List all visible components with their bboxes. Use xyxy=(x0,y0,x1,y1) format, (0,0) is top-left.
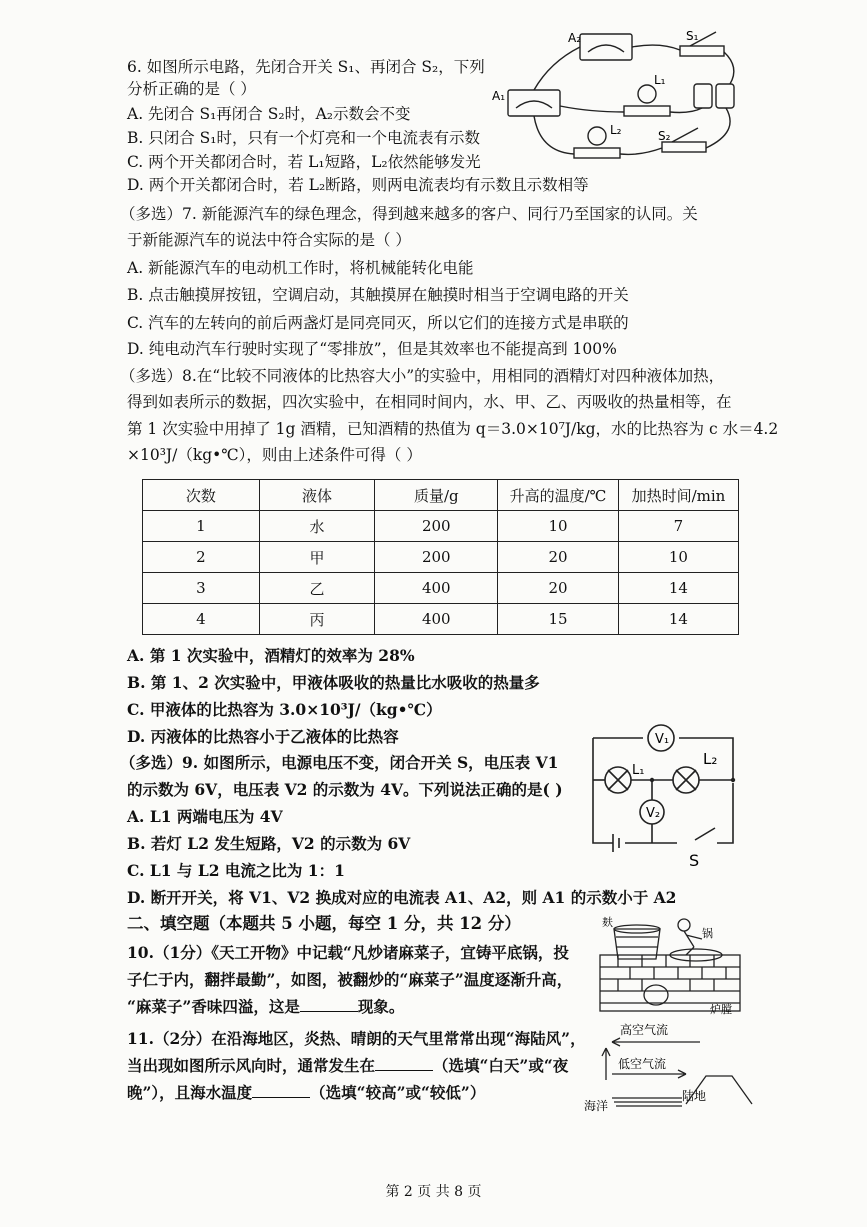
q8-option-d: D. 丙液体的比热容小于乙液体的比热容 xyxy=(127,727,399,746)
table-row xyxy=(143,573,739,604)
q9-stem-line1: （多选）9. 如图所示，电源电压不变，闭合开关 S，电压表 V1 xyxy=(120,753,559,772)
q10-line2: 子仁于内，翻拌最勤”，如图，被翻炒的“麻菜子”温度逐渐升高， xyxy=(127,970,573,989)
q8-stem-line3: 第 1 次实验中用掉了 1g 酒精，已知酒精的热值为 q＝3.0×10⁷J/kg，水的比热容为 c 水＝4.2 xyxy=(127,420,779,438)
q6-option-a: A. 先闭合 S₁再闭合 S₂时，A₂示数会不变 xyxy=(127,105,411,123)
q9-option-b: B. 若灯 L2 发生短路，V2 的示数为 6V xyxy=(127,834,411,853)
q6-fig-label-l1: L₁ xyxy=(654,73,666,87)
q10-line3-text-before: “麻菜子”香味四溢，这是 xyxy=(127,997,300,1016)
q11-line3-text-after: （选填“较高”或“较低”） xyxy=(310,1083,486,1102)
q6-stem-line1: 6. 如图所示电路，先闭合开关 S₁、再闭合 S₂，下列 xyxy=(127,58,485,76)
q11-fig-label-sea: 海洋 xyxy=(584,1099,609,1113)
q6-fig-label-l2: L₂ xyxy=(610,123,622,137)
table-cell: 2 xyxy=(143,542,260,573)
q6-fig-label-s2: S₂ xyxy=(658,129,671,143)
table-cell: 200 xyxy=(375,542,498,573)
q7-option-c: C. 汽车的左转向的前后两盏灯是同亮同灭，所以它们的连接方式是串联的 xyxy=(127,314,629,332)
table-cell: 水 xyxy=(259,511,375,542)
q8-option-a: A. 第 1 次实验中，酒精灯的效率为 28% xyxy=(127,646,415,665)
q7-stem-line1: （多选）7. 新能源汽车的绿色理念，得到越来越多的客户、同行乃至国家的认同。关 xyxy=(120,205,698,223)
q7-stem-line2: 于新能源汽车的说法中符合实际的是（ ） xyxy=(127,231,411,249)
q10-line3-text-after: 现象。 xyxy=(357,997,405,1016)
q8-stem-line2: 得到如表所示的数据，四次实验中，在相同时间内，水、甲、乙、丙吸收的热量相等，在 xyxy=(127,393,732,411)
table-cell: 10 xyxy=(618,542,738,573)
table-cell: 丙 xyxy=(259,604,375,635)
q8-option-b: B. 第 1、2 次实验中，甲液体吸收的热量比水吸收的热量多 xyxy=(127,673,540,692)
table-cell: 14 xyxy=(618,573,738,604)
q7-option-d: D. 纯电动汽车行驶时实现了“零排放”，但是其效率也不能提高到 100% xyxy=(127,340,617,358)
q8-data-table xyxy=(142,479,739,635)
q6-stem-line2: 分析正确的是（ ） xyxy=(127,80,256,98)
table-cell: 200 xyxy=(375,511,498,542)
q11-line3 xyxy=(127,1082,485,1104)
table-header-cell: 加热时间/min xyxy=(618,480,738,511)
q6-option-c: C. 两个开关都闭合时，若 L₁短路，L₂依然能够发光 xyxy=(127,153,481,171)
page-number-footer: 第 2 页 共 8 页 xyxy=(385,1184,482,1200)
q11-line2-text-before: 当出现如图所示风向时，通常发生在 xyxy=(127,1056,376,1075)
table-cell: 20 xyxy=(498,542,619,573)
table-cell: 3 xyxy=(143,573,260,604)
table-cell: 1 xyxy=(143,511,260,542)
q9-option-c: C. L1 与 L2 电流之比为 1：1 xyxy=(127,861,345,880)
q6-circuit-figure xyxy=(490,22,760,167)
table-cell: 400 xyxy=(375,604,498,635)
q8-option-c: C. 甲液体的比热容为 3.0×10³J/（kg•℃） xyxy=(127,700,442,719)
q11-fig-label-high: 高空气流 xyxy=(620,1023,669,1037)
q11-line3-text-before: 晚”），且海水温度 xyxy=(127,1083,253,1102)
q9-fig-label-l1: L₁ xyxy=(632,763,645,778)
table-header-cell: 液体 xyxy=(259,480,375,511)
table-cell: 4 xyxy=(143,604,260,635)
table-cell: 乙 xyxy=(259,573,375,604)
q9-fig-label-v1: V₁ xyxy=(655,732,670,747)
table-header-row xyxy=(143,480,739,511)
table-header-cell: 次数 xyxy=(143,480,260,511)
table-row xyxy=(143,511,739,542)
table-cell: 14 xyxy=(618,604,738,635)
q6-fig-label-a2: A₂ xyxy=(568,31,582,45)
section-2-heading: 二、填空题（本题共 5 小题，每空 1 分，共 12 分） xyxy=(127,914,521,933)
q11-answer-blank-1[interactable] xyxy=(375,1056,433,1071)
table-cell: 7 xyxy=(618,511,738,542)
table-cell: 甲 xyxy=(259,542,375,573)
table-header-cell: 升高的温度/℃ xyxy=(498,480,619,511)
q10-fig-label-top-left: 麸 xyxy=(602,916,613,929)
q7-option-a: A. 新能源汽车的电动机工作时，将机械能转化电能 xyxy=(127,259,474,277)
q11-line2 xyxy=(127,1055,568,1077)
q10-stove-figure xyxy=(598,915,748,1015)
q10-answer-blank[interactable] xyxy=(300,997,358,1012)
q11-breeze-figure xyxy=(582,1018,762,1114)
q9-option-a: A. L1 两端电压为 4V xyxy=(127,807,283,826)
q11-fig-label-low: 低空气流 xyxy=(618,1057,667,1071)
q7-option-b: B. 点击触摸屏按钮，空调启动，其触摸屏在触摸时相当于空调电路的开关 xyxy=(127,286,629,304)
q6-option-d: D. 两个开关都闭合时，若 L₂断路，则两电流表均有示数且示数相等 xyxy=(127,176,589,194)
table-cell: 10 xyxy=(498,511,619,542)
q10-fig-label-pan: 锅 xyxy=(702,927,713,940)
table-row xyxy=(143,604,739,635)
q9-fig-label-s: S xyxy=(689,851,700,870)
q10-line1: 10.（1分）《天工开物》中记载“凡炒诸麻菜子，宜铸平底锅，投 xyxy=(127,943,569,962)
q9-option-d: D. 断开开关，将 V1、V2 换成对应的电流表 A1、A2，则 A1 的示数小于 A2 xyxy=(127,888,677,907)
q6-option-b: B. 只闭合 S₁时，只有一个灯亮和一个电流表有示数 xyxy=(127,129,481,147)
q9-circuit-figure xyxy=(585,708,750,873)
q9-fig-label-v2: V₂ xyxy=(646,806,661,821)
q6-fig-label-a1: A₁ xyxy=(492,89,506,103)
q9-stem-line2: 的示数为 6V，电压表 V2 的示数为 4V。下列说法正确的是( ) xyxy=(127,780,563,799)
table-row xyxy=(143,542,739,573)
q6-fig-label-s1: S₁ xyxy=(686,29,699,43)
q10-line3 xyxy=(127,996,404,1018)
table-header-cell: 质量/g xyxy=(375,480,498,511)
table-cell: 15 xyxy=(498,604,619,635)
table-cell: 20 xyxy=(498,573,619,604)
q9-fig-label-l2: L₂ xyxy=(703,750,718,768)
q8-stem-line1: （多选）8.在“比较不同液体的比热容大小”的实验中，用相同的酒精灯对四种液体加热， xyxy=(120,367,725,385)
q10-fig-label-furnace: 炉膛 xyxy=(710,1003,732,1015)
q8-stem-line4: ×10³J/（kg•℃），则由上述条件可得（ ） xyxy=(127,446,422,464)
q11-line1: 11.（2分）在沿海地区，炎热、晴朗的天气里常常出现“海陆风”， xyxy=(127,1029,586,1048)
table-cell: 400 xyxy=(375,573,498,604)
q11-line2-text-after: （选填“白天”或“夜 xyxy=(433,1056,569,1075)
q11-answer-blank-2[interactable] xyxy=(252,1083,310,1098)
q11-fig-label-land: 陆地 xyxy=(682,1089,707,1103)
